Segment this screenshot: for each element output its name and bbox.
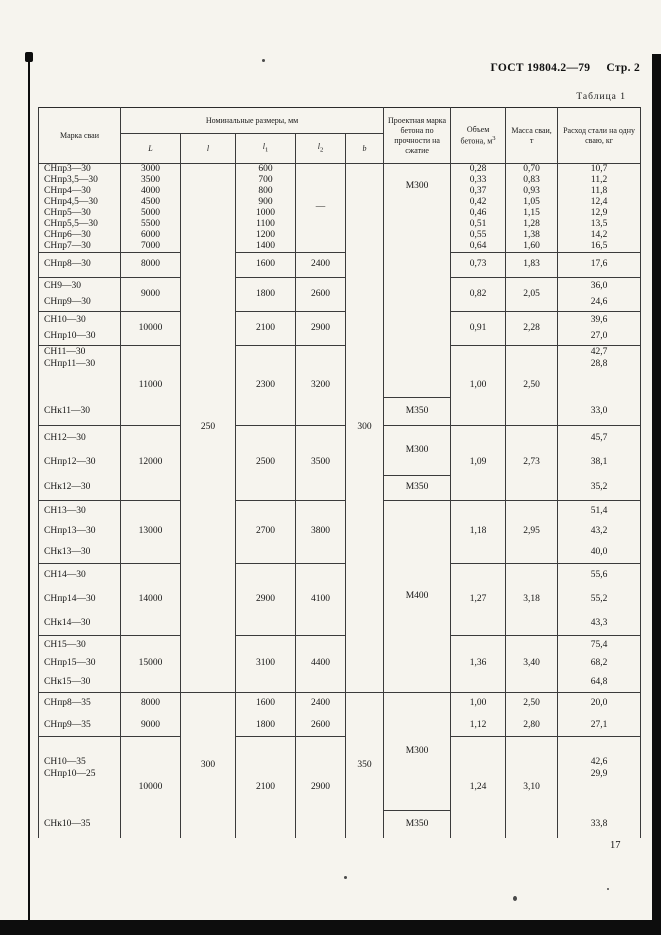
- cell-length-l1: 2300: [236, 345, 296, 425]
- cell-length-l1: 1800: [236, 277, 296, 311]
- cell-concrete-volume: 0,46: [451, 208, 506, 219]
- table-row: [39, 714, 641, 736]
- cell-concrete-grade: М300: [384, 164, 451, 398]
- table-row: [39, 252, 641, 277]
- cell-length-L: 10000: [121, 311, 181, 345]
- cell-length-l1: 1400: [236, 241, 296, 252]
- cell-pile-mark: СНпр15—30: [39, 654, 121, 673]
- cell-length-l1: 2100: [236, 311, 296, 345]
- table-row: [39, 692, 641, 714]
- cell-concrete-grade: М350: [384, 475, 451, 500]
- cell-concrete-volume: 1,36: [451, 635, 506, 692]
- table-header-row: [39, 108, 641, 134]
- cell-steel-consumption: 42,6: [558, 756, 641, 768]
- cell-pile-mass: 2,73: [506, 425, 558, 500]
- cell-length-l1: 800: [236, 186, 296, 197]
- cell-steel-consumption: 16,5: [558, 241, 641, 252]
- cell-pile-mark: СНпр4,5—30: [39, 197, 121, 208]
- cell-pile-mark: СНпр14—30: [39, 587, 121, 611]
- cell-length-l2: 2400: [296, 252, 346, 277]
- header-l2: $l_2$: [296, 134, 346, 164]
- cell-length-l1: 2900: [236, 563, 296, 635]
- cell-pile-mass: 2,05: [506, 277, 558, 311]
- cell-steel-consumption: 14,2: [558, 230, 641, 241]
- cell-pile-mark: СНпр3—30: [39, 164, 121, 175]
- cell-pile-mass: 2,50: [506, 345, 558, 425]
- cell-concrete-volume: 1,09: [451, 425, 506, 500]
- cell-steel-consumption: 51,4: [558, 500, 641, 521]
- cell-steel-consumption: 35,2: [558, 475, 641, 500]
- cell-pile-mass: 2,80: [506, 714, 558, 736]
- cell-concrete-grade: М300: [384, 692, 451, 810]
- cell-width-b: 300: [346, 164, 384, 693]
- scan-blob: [25, 52, 33, 62]
- cell-concrete-volume: 1,12: [451, 714, 506, 736]
- cell-length-l2: 2900: [296, 736, 346, 838]
- cell-pile-mass: 3,40: [506, 635, 558, 692]
- cell-pile-mark: СНпр4—30: [39, 186, 121, 197]
- cell-pile-mass: 1,28: [506, 219, 558, 230]
- cell-steel-consumption: 27,1: [558, 714, 641, 736]
- cell-steel-consumption: 13,5: [558, 219, 641, 230]
- cell-pile-mass: 1,15: [506, 208, 558, 219]
- cell-pile-mark: СН9—30: [39, 277, 121, 294]
- cell-concrete-volume: 1,18: [451, 500, 506, 563]
- cell-width-b: 350: [346, 692, 384, 838]
- cell-pile-mass: 1,05: [506, 197, 558, 208]
- cell-pile-mark: СНпр13—30: [39, 521, 121, 542]
- table-caption: Таблица 1: [576, 92, 626, 102]
- cell-pile-mark: СН13—30: [39, 500, 121, 521]
- cell-pile-mass: 0,83: [506, 175, 558, 186]
- cell-length-l1: 2100: [236, 736, 296, 838]
- cell-steel-consumption: 24,6: [558, 294, 641, 311]
- table-row: [39, 311, 641, 328]
- cell-pile-mark: СНк14—30: [39, 611, 121, 635]
- cell-steel-consumption: 45,7: [558, 425, 641, 450]
- cell-length-l1: 700: [236, 175, 296, 186]
- cell-steel-consumption: 29,9: [558, 768, 641, 780]
- cell-length-l1: 2500: [236, 425, 296, 500]
- cell-steel-consumption: 42,7: [558, 345, 641, 358]
- cell-steel-consumption: 12,9: [558, 208, 641, 219]
- cell-pile-mark: СНпр8—35: [39, 692, 121, 714]
- cell-pile-mass: 3,18: [506, 563, 558, 635]
- cell-length-l2: 4400: [296, 635, 346, 692]
- cell-concrete-grade: М350: [384, 810, 451, 838]
- cell-pile-mark: СНпр10—25: [39, 768, 121, 780]
- cell-length-L: 11000: [121, 345, 181, 425]
- cell-concrete-volume: 0,51: [451, 219, 506, 230]
- cell-length-l: 300: [181, 692, 236, 838]
- cell-length-l1: 1200: [236, 230, 296, 241]
- header-nominal-sizes: Номинальные размеры, мм: [121, 108, 384, 134]
- header-l1: $l_1$: [236, 134, 296, 164]
- table-row: [39, 164, 641, 175]
- cell-length-l2: 2600: [296, 277, 346, 311]
- scan-speck: [607, 888, 609, 890]
- cell-concrete-volume: 0,73: [451, 252, 506, 277]
- cell-length-l2: 2400: [296, 692, 346, 714]
- scan-edge-right: [652, 54, 661, 935]
- table-row: [39, 277, 641, 294]
- page-number: 17: [610, 840, 621, 851]
- cell-pile-mass: 0,70: [506, 164, 558, 175]
- table-row: [39, 635, 641, 654]
- cell-pile-mark: СНпр9—30: [39, 294, 121, 311]
- header-l: l: [181, 134, 236, 164]
- cell-pile-mass: 2,28: [506, 311, 558, 345]
- cell-steel-consumption: 68,2: [558, 654, 641, 673]
- cell-concrete-volume: 1,00: [451, 345, 506, 425]
- cell-pile-mark: СН10—30: [39, 311, 121, 328]
- cell-length-l1: 3100: [236, 635, 296, 692]
- cell-length-L: 4500: [121, 197, 181, 208]
- cell-steel-consumption: 55,6: [558, 563, 641, 587]
- table-row: [39, 563, 641, 587]
- cell-length-L: 6000: [121, 230, 181, 241]
- cell-pile-mark: СНк15—30: [39, 673, 121, 692]
- cell-length-l: 250: [181, 164, 236, 693]
- scan-speck: [344, 876, 347, 879]
- cell-pile-mark: СНк13—30: [39, 542, 121, 563]
- cell-length-L: 12000: [121, 425, 181, 500]
- cell-pile-mark: СН14—30: [39, 563, 121, 587]
- cell-pile-mass: 1,83: [506, 252, 558, 277]
- cell-pile-mark: СНк11—30: [39, 397, 121, 425]
- cell-length-L: 5500: [121, 219, 181, 230]
- cell-pile-mark: СНпр12—30: [39, 450, 121, 475]
- cell-pile-mark: СНпр6—30: [39, 230, 121, 241]
- cell-pile-mark: СНпр11—30: [39, 358, 121, 371]
- cell-length-L: 3000: [121, 164, 181, 175]
- cell-pile-mark: СНк12—30: [39, 475, 121, 500]
- cell-steel-consumption: 11,2: [558, 175, 641, 186]
- cell-empty: [39, 780, 121, 810]
- cell-steel-consumption: 33,0: [558, 397, 641, 425]
- cell-length-l2: 2900: [296, 311, 346, 345]
- cell-length-L: 9000: [121, 714, 181, 736]
- cell-steel-consumption: 39,6: [558, 311, 641, 328]
- cell-pile-mark: СНпр10—30: [39, 328, 121, 345]
- cell-length-L: 4000: [121, 186, 181, 197]
- cell-length-L: 3500: [121, 175, 181, 186]
- cell-concrete-grade: М350: [384, 397, 451, 425]
- cell-steel-consumption: 33,8: [558, 810, 641, 838]
- cell-steel-consumption: 17,6: [558, 252, 641, 277]
- header-b: b: [346, 134, 384, 164]
- header-concrete-grade: Проектная марка бетона по прочности на сжатие: [384, 108, 451, 164]
- cell-length-L: 13000: [121, 500, 181, 563]
- cell-pile-mark: СНк10—35: [39, 810, 121, 838]
- cell-concrete-volume: 1,24: [451, 736, 506, 838]
- cell-concrete-volume: 0,37: [451, 186, 506, 197]
- cell-concrete-volume: 0,91: [451, 311, 506, 345]
- cell-pile-mass: 2,95: [506, 500, 558, 563]
- cell-steel-consumption: 11,8: [558, 186, 641, 197]
- pile-dimensions-table: [38, 107, 641, 838]
- header-steel-consumption: Расход стали на одну сваю, кг: [558, 108, 641, 164]
- cell-steel-consumption: 28,8: [558, 358, 641, 371]
- cell-concrete-volume: 0,33: [451, 175, 506, 186]
- cell-concrete-volume: 0,55: [451, 230, 506, 241]
- cell-pile-mass: 1,60: [506, 241, 558, 252]
- header-concrete-volume: Объем бетона, $м^3$: [451, 108, 506, 164]
- cell-length-l1: 600: [236, 164, 296, 175]
- header-pile-mass: Масса сваи, т: [506, 108, 558, 164]
- cell-steel-consumption: 10,7: [558, 164, 641, 175]
- scan-speck: [262, 59, 265, 62]
- cell-concrete-volume: 1,27: [451, 563, 506, 635]
- cell-steel-consumption: 38,1: [558, 450, 641, 475]
- cell-length-L: 9000: [121, 277, 181, 311]
- cell-length-L: 10000: [121, 736, 181, 838]
- cell-length-L: 14000: [121, 563, 181, 635]
- cell-length-l2: 3800: [296, 500, 346, 563]
- cell-length-l1: 900: [236, 197, 296, 208]
- cell-pile-mass: 1,38: [506, 230, 558, 241]
- cell-pile-mark: СН12—30: [39, 425, 121, 450]
- table-row: [39, 345, 641, 358]
- cell-length-L: 15000: [121, 635, 181, 692]
- cell-steel-consumption: 40,0: [558, 542, 641, 563]
- cell-concrete-volume: 0,82: [451, 277, 506, 311]
- spacer-row: [39, 736, 641, 756]
- cell-length-L: 8000: [121, 692, 181, 714]
- cell-empty: [39, 371, 121, 397]
- cell-steel-consumption: 12,4: [558, 197, 641, 208]
- cell-concrete-volume: 0,42: [451, 197, 506, 208]
- cell-concrete-volume: 1,00: [451, 692, 506, 714]
- cell-pile-mark: СНпр9—35: [39, 714, 121, 736]
- header-pile-mark: Марка сваи: [39, 108, 121, 164]
- cell-concrete-volume: 0,64: [451, 241, 506, 252]
- cell-pile-mass: 2,50: [506, 692, 558, 714]
- cell-length-L: 7000: [121, 241, 181, 252]
- cell-concrete-grade: М300: [384, 425, 451, 475]
- cell-steel-consumption: 43,3: [558, 611, 641, 635]
- cell-length-l1: 1600: [236, 692, 296, 714]
- cell-pile-mark: СНпр8—30: [39, 252, 121, 277]
- cell-empty: [39, 736, 121, 756]
- document-header: [0, 62, 640, 74]
- scan-edge-left: [28, 54, 30, 922]
- cell-pile-mark: СНпр5—30: [39, 208, 121, 219]
- scan-edge-bottom: [0, 920, 661, 935]
- cell-steel-consumption: 36,0: [558, 277, 641, 294]
- gost-number: ГОСТ 19804.2—79: [490, 62, 591, 74]
- header-L: L: [121, 134, 181, 164]
- cell-length-l1: 1100: [236, 219, 296, 230]
- scan-speck: [513, 896, 517, 901]
- table-row: [39, 500, 641, 521]
- cell-steel-consumption: 64,8: [558, 673, 641, 692]
- cell-pile-mark: СНпр7—30: [39, 241, 121, 252]
- cell-length-l1: 1600: [236, 252, 296, 277]
- cell-length-l1: 2700: [236, 500, 296, 563]
- cell-length-l1: 1000: [236, 208, 296, 219]
- cell-length-l2: —: [296, 164, 346, 253]
- cell-empty: [558, 736, 641, 756]
- cell-steel-consumption: 27,0: [558, 328, 641, 345]
- cell-length-L: 8000: [121, 252, 181, 277]
- cell-pile-mark: СНпр5,5—30: [39, 219, 121, 230]
- cell-steel-consumption: 55,2: [558, 587, 641, 611]
- cell-length-l2: 3200: [296, 345, 346, 425]
- cell-steel-consumption: 20,0: [558, 692, 641, 714]
- cell-pile-mark: СН11—30: [39, 345, 121, 358]
- cell-length-L: 5000: [121, 208, 181, 219]
- cell-concrete-grade: М400: [384, 500, 451, 692]
- cell-pile-mass: 0,93: [506, 186, 558, 197]
- cell-pile-mark: СН15—30: [39, 635, 121, 654]
- cell-pile-mark: СНпр3,5—30: [39, 175, 121, 186]
- cell-pile-mass: 3,10: [506, 736, 558, 838]
- cell-concrete-volume: 0,28: [451, 164, 506, 175]
- cell-steel-consumption: 43,2: [558, 521, 641, 542]
- table-row: [39, 425, 641, 450]
- cell-empty: [558, 371, 641, 397]
- cell-pile-mark: СН10—35: [39, 756, 121, 768]
- cell-empty: [558, 780, 641, 810]
- page-ref: Стр. 2: [606, 62, 640, 74]
- cell-steel-consumption: 75,4: [558, 635, 641, 654]
- cell-length-l1: 1800: [236, 714, 296, 736]
- cell-length-l2: 4100: [296, 563, 346, 635]
- cell-length-l2: 2600: [296, 714, 346, 736]
- cell-length-l2: 3500: [296, 425, 346, 500]
